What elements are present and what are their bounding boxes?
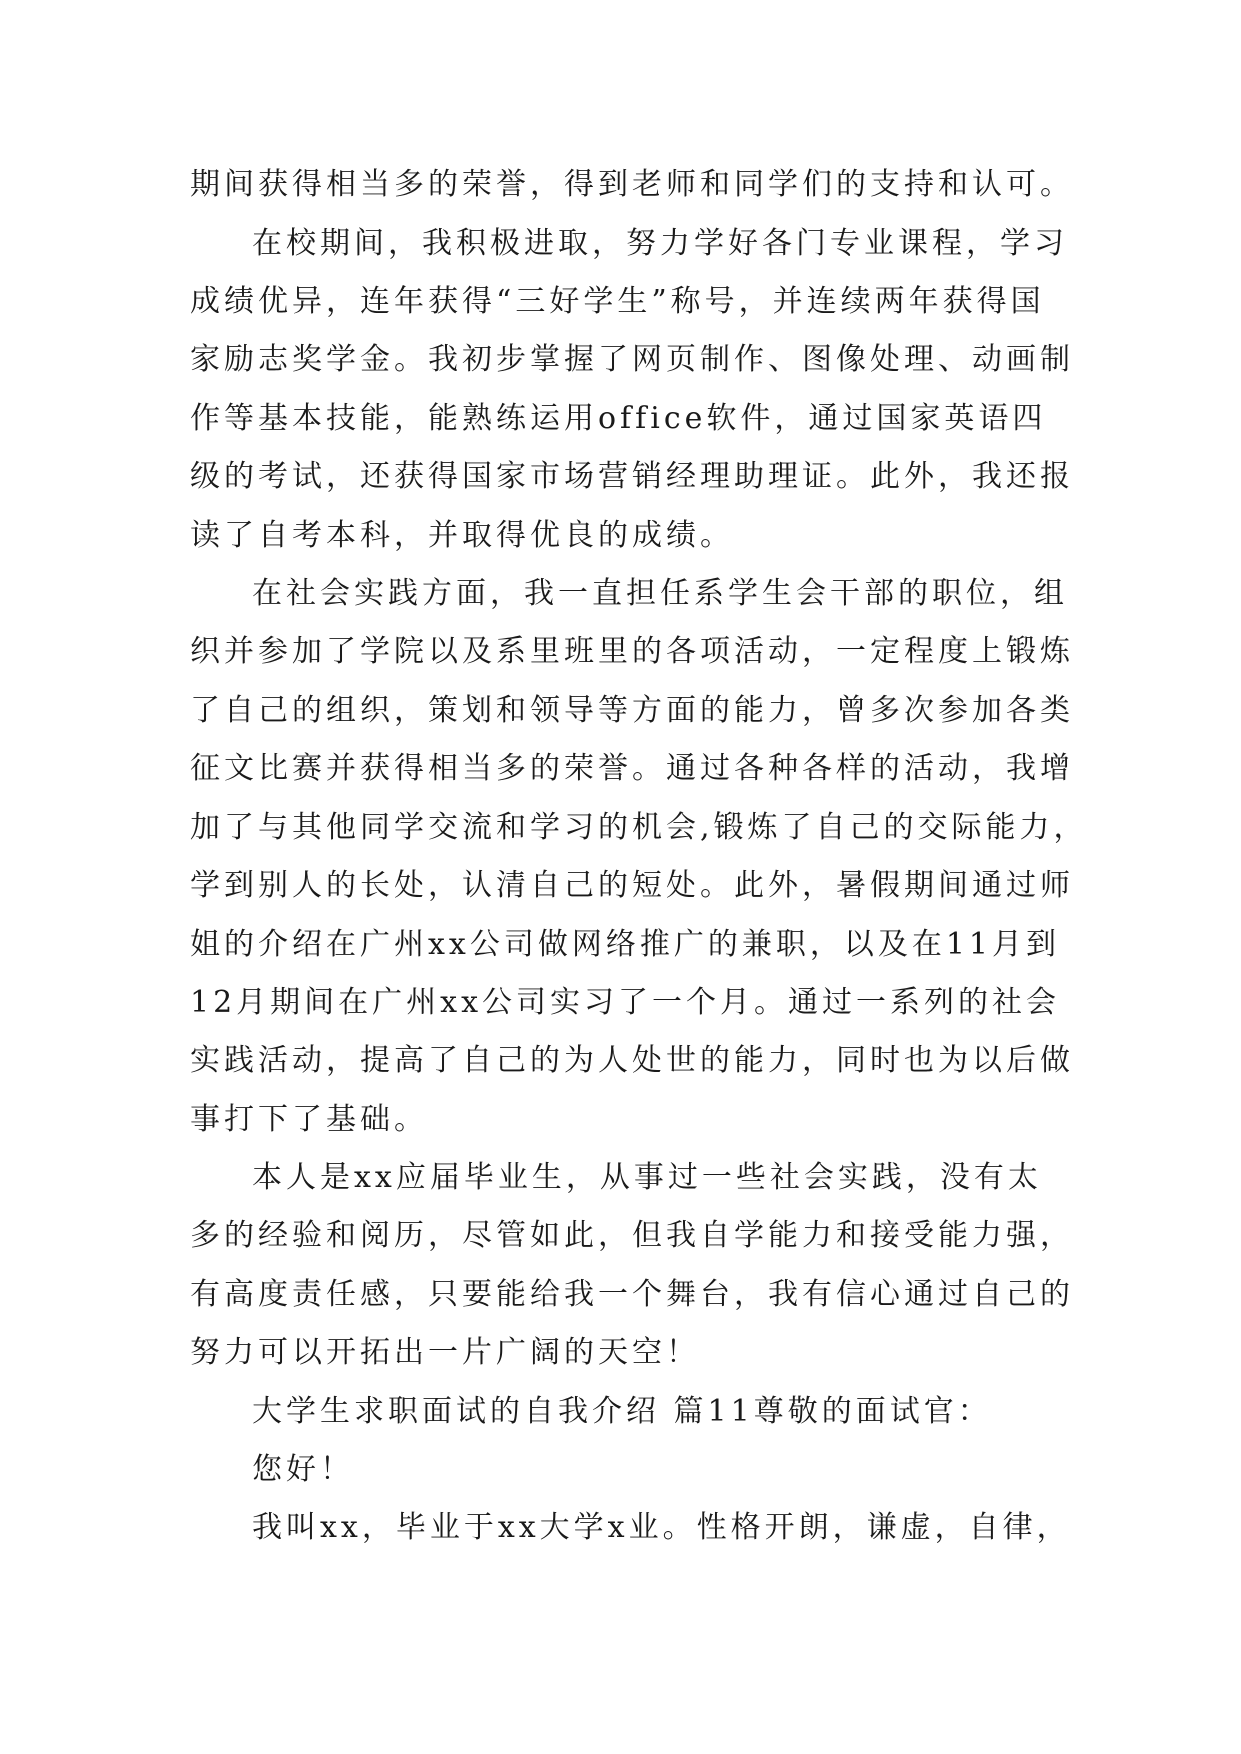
text-line: 作等基本技能，能熟练运用office软件，通过国家英语四 bbox=[190, 401, 1047, 436]
text-line: 级的考试，还获得国家市场营销经理助理证。此外，我还报 bbox=[190, 459, 1074, 494]
text-line: 了自己的组织，策划和领导等方面的能力，曾多次参加各类 bbox=[190, 693, 1074, 728]
text-line: 学到别人的长处，认清自己的短处。此外，暑假期间通过师 bbox=[190, 868, 1074, 903]
text-line: 姐的介绍在广州xx公司做网络推广的兼职，以及在11月到 bbox=[190, 927, 1061, 962]
text-line: 在社会实践方面，我一直担任系学生会干部的职位，组 bbox=[252, 576, 1068, 611]
greeting-line: 您好！ bbox=[252, 1452, 354, 1487]
text-line: 本人是xx应届毕业生，从事过一些社会实践，没有太 bbox=[252, 1160, 1042, 1195]
text-line: 加了与其他同学交流和学习的机会,锻炼了自己的交际能力， bbox=[190, 810, 1088, 845]
text-line: 事打下了基础。 bbox=[190, 1102, 428, 1137]
text-line: 多的经验和阅历，尽管如此，但我自学能力和接受能力强， bbox=[190, 1218, 1074, 1253]
section-heading-line: 大学生求职面试的自我介绍 篇11尊敬的面试官： bbox=[252, 1394, 992, 1429]
text-line: 在校期间，我积极进取，努力学好各门专业课程，学习 bbox=[252, 226, 1068, 261]
text-line: 家励志奖学金。我初步掌握了网页制作、图像处理、动画制 bbox=[190, 342, 1074, 377]
text-line: 期间获得相当多的荣誉，得到老师和同学们的支持和认可。 bbox=[190, 167, 1074, 202]
text-line: 努力可以开拓出一片广阔的天空！ bbox=[190, 1335, 700, 1370]
text-line: 实践活动，提高了自己的为人处世的能力，同时也为以后做 bbox=[190, 1043, 1074, 1078]
text-line: 有高度责任感，只要能给我一个舞台，我有信心通过自己的 bbox=[190, 1277, 1074, 1312]
text-line: 征文比赛并获得相当多的荣誉。通过各种各样的活动，我增 bbox=[190, 751, 1074, 786]
text-line: 我叫xx，毕业于xx大学x业。性格开朗，谦虚，自律， bbox=[252, 1510, 1071, 1545]
text-line: 12月期间在广州xx公司实习了一个月。通过一系列的社会 bbox=[190, 985, 1061, 1020]
text-line: 读了自考本科，并取得优良的成绩。 bbox=[190, 518, 734, 553]
text-line: 成绩优异，连年获得“三好学生”称号，并连续两年获得国 bbox=[190, 284, 1045, 319]
text-line: 织并参加了学院以及系里班里的各项活动，一定程度上锻炼 bbox=[190, 634, 1074, 669]
